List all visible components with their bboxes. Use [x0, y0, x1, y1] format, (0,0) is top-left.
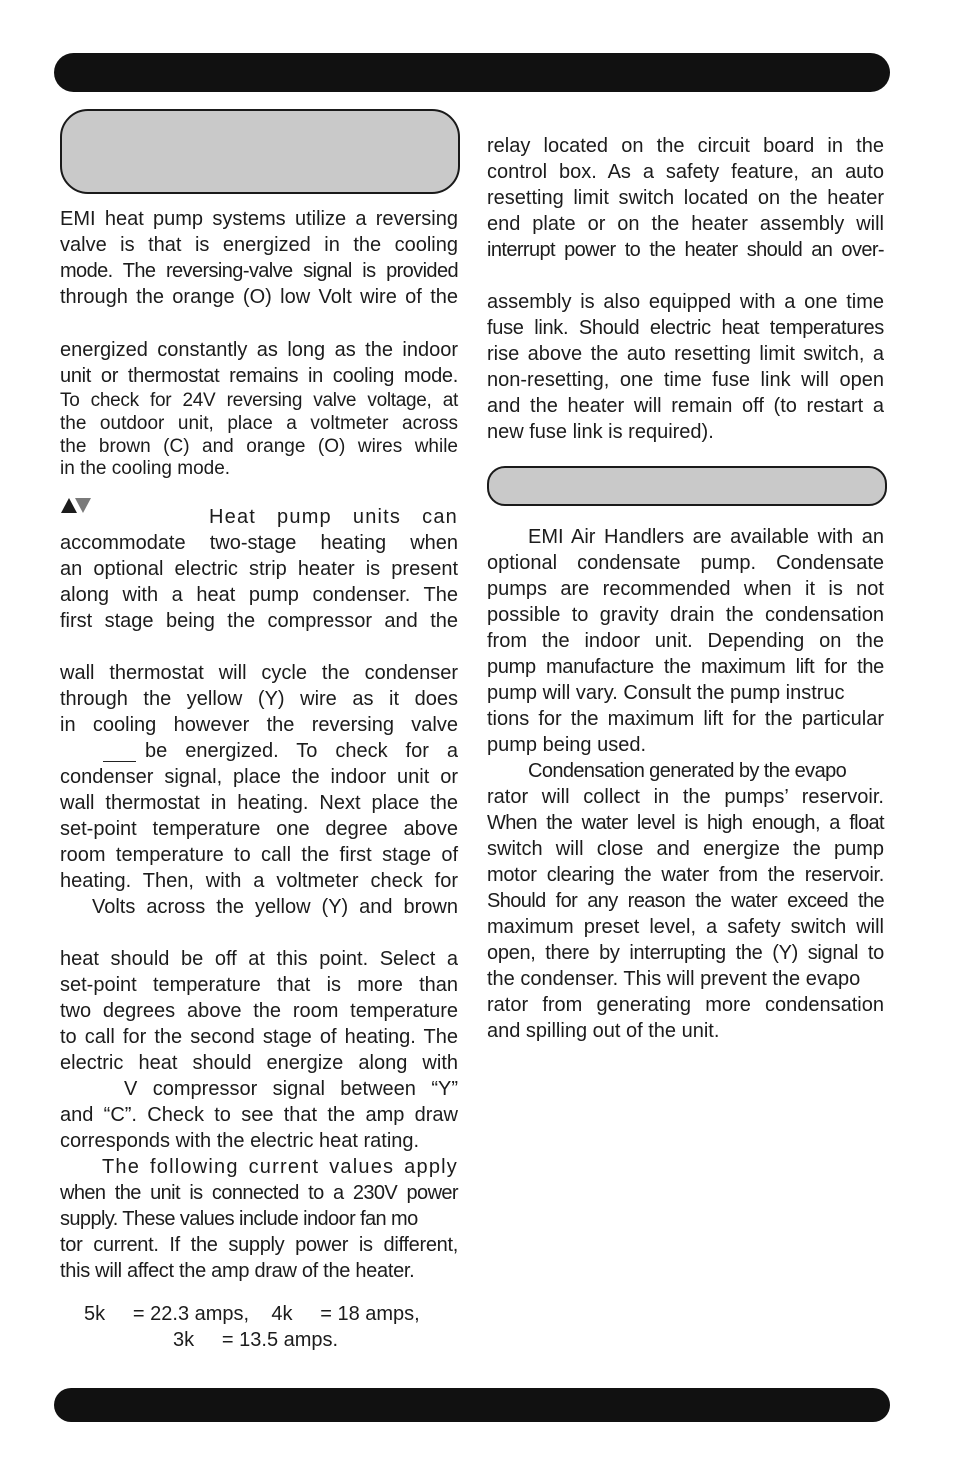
- left-line-8: the outdoor unit, place a voltmeter across: [60, 413, 458, 434]
- left-line-9: the brown (C) and orange (O) wires while: [60, 436, 458, 457]
- right-line-31: and spilling out of the unit.: [487, 1020, 720, 1042]
- left-line-24: heating. Then, with a voltmeter check for: [60, 870, 458, 892]
- left-line-29: to call for the second stage of heating. The: [60, 1026, 458, 1048]
- right-line-25: motor clearing the water from the reservoir.: [487, 864, 884, 886]
- current-values-line-1: 5k = 22.3 amps, 4k = 18 amps,: [84, 1303, 420, 1325]
- header-bar: [54, 53, 890, 92]
- left-line-10: in the cooling mode.: [60, 458, 231, 479]
- left-line-31: V compressor signal between “Y”: [124, 1078, 458, 1100]
- left-line-7: To check for 24V reversing valve voltage, at: [60, 390, 458, 411]
- left-line-19: be energized. To check for a: [145, 740, 458, 762]
- right-line-3: resetting limit switch located on the heater: [487, 187, 884, 209]
- right-line-6: assembly is also equipped with a one time: [487, 291, 884, 313]
- right-line-24: switch will close and energize the pump: [487, 838, 884, 860]
- section-heading-box-left: [60, 109, 460, 194]
- right-line-29: the condenser. This will prevent the evapo: [487, 968, 861, 990]
- left-line-16: wall thermostat will cycle the condenser: [60, 662, 458, 684]
- left-line-35: when the unit is connected to a 230V power: [60, 1182, 458, 1204]
- left-line-20: condenser signal, place the indoor unit or: [60, 766, 458, 788]
- right-line-20: pump being used.: [487, 734, 647, 756]
- right-line-17: pump manufacture the maximum lift for the: [487, 656, 884, 678]
- left-line-11: Heat pump units can: [209, 506, 458, 528]
- right-line-1: relay located on the circuit board in the: [487, 135, 884, 157]
- section-heading-box-right: [487, 466, 887, 506]
- left-line-27: set-point temperature that is more than: [60, 974, 458, 996]
- left-line-12: accommodate two-stage heating when: [60, 532, 458, 554]
- right-line-14: pumps are recommended when it is not: [487, 578, 884, 600]
- left-line-21: wall thermostat in heating. Next place the: [60, 792, 458, 814]
- left-line-13: an optional electric strip heater is present: [60, 558, 458, 580]
- left-line-23: room temperature to call the first stage of: [60, 844, 458, 866]
- right-line-10: and the heater will remain off (to restart a: [487, 395, 884, 417]
- right-line-26: Should for any reason the water exceed the: [487, 890, 884, 912]
- right-line-8: rise above the auto resetting limit switch, a: [487, 343, 884, 365]
- left-line-17: through the yellow (Y) wire as it does: [60, 688, 458, 710]
- right-line-27: maximum preset level, a safety switch will: [487, 916, 884, 938]
- right-line-16: from the indoor unit. Depending on the: [487, 630, 884, 652]
- right-line-15: possible to gravity drain the condensation: [487, 604, 884, 626]
- right-line-22: rator will collect in the pumps’ reservoir.: [487, 786, 884, 808]
- right-line-9: non-resetting, one time fuse link will open: [487, 369, 884, 391]
- left-line-3: mode. The reversing-valve signal is provided: [60, 260, 458, 282]
- left-line-15: first stage being the compressor and the: [60, 610, 458, 632]
- footer-bar: [54, 1388, 890, 1422]
- left-line-30: electric heat should energize along with: [60, 1052, 458, 1074]
- left-line-37: tor current. If the supply power is different,: [60, 1234, 458, 1256]
- left-line-5: energized constantly as long as the indoor: [60, 339, 458, 361]
- blank-underline: [103, 761, 136, 762]
- left-line-14: along with a heat pump condenser. The: [60, 584, 458, 606]
- right-line-30: rator from generating more condensation: [487, 994, 884, 1016]
- left-line-4: through the orange (O) low Volt wire of the: [60, 286, 458, 308]
- right-line-7: fuse link. Should electric heat temperatures: [487, 317, 884, 339]
- left-line-18: in cooling however the reversing valve: [60, 714, 458, 736]
- left-line-26: heat should be off at this point. Select a: [60, 948, 458, 970]
- right-line-19: tions for the maximum lift for the particular: [487, 708, 884, 730]
- left-line-32: and “C”. Check to see that the amp draw: [60, 1104, 458, 1126]
- right-line-2: control box. As a safety feature, an auto: [487, 161, 884, 183]
- left-line-25: Volts across the yellow (Y) and brown: [92, 896, 458, 918]
- left-line-38: this will affect the amp draw of the heater.: [60, 1260, 415, 1282]
- right-line-13: optional condensate pump. Condensate: [487, 552, 884, 574]
- left-line-1: EMI heat pump systems utilize a reversing: [60, 208, 458, 230]
- left-line-28: two degrees above the room temperature: [60, 1000, 458, 1022]
- right-line-18: pump will vary. Consult the pump instruc: [487, 682, 845, 704]
- right-line-28: open, there by interrupting the (Y) signal to: [487, 942, 884, 964]
- left-line-2: valve is that is energized in the cooling: [60, 234, 458, 256]
- right-line-5: interrupt power to the heater should an over-: [487, 239, 884, 261]
- current-values-line-2: 3k = 13.5 amps.: [173, 1329, 339, 1351]
- left-line-36: supply. These values include indoor fan mo: [60, 1208, 418, 1230]
- right-line-11: new fuse link is required).: [487, 421, 714, 443]
- left-line-22: set-point temperature one degree above: [60, 818, 458, 840]
- right-line-23: When the water level is high enough, a float: [487, 812, 884, 834]
- up-down-triangle-icon: [60, 496, 92, 514]
- right-line-21: Condensation generated by the evapo: [528, 760, 847, 782]
- left-line-6: unit or thermostat remains in cooling mode.: [60, 365, 458, 387]
- left-line-33: corresponds with the electric heat rating.: [60, 1130, 420, 1152]
- right-line-12: EMI Air Handlers are available with an: [528, 526, 884, 548]
- right-line-4: end plate or on the heater assembly will: [487, 213, 884, 235]
- left-line-34: The following current values apply: [102, 1156, 458, 1178]
